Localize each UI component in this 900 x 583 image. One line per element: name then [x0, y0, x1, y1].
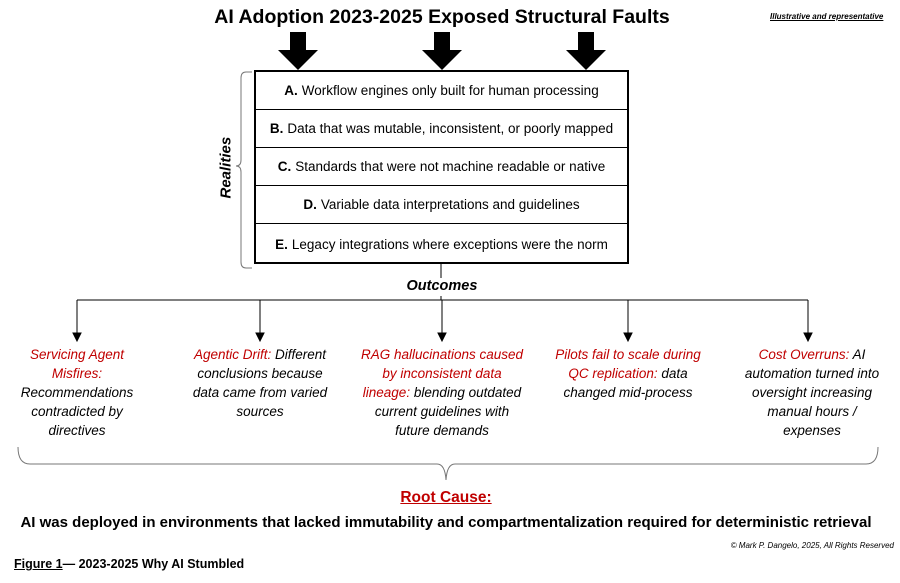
- outcomes-brace: [18, 447, 878, 480]
- down-arrow-icon: [278, 32, 318, 70]
- reality-text: Data that was mutable, inconsistent, or poorly mapped: [287, 121, 614, 136]
- outcome-body: data changed mid-process: [563, 366, 693, 400]
- realities-box: [254, 70, 629, 264]
- outcome-title: Pilots fail to scale during QC replication:: [555, 347, 701, 381]
- outcome-body: Recommendations contradicted by directives: [20, 385, 134, 438]
- realities-bracket: [236, 72, 252, 268]
- reality-row: [256, 186, 627, 224]
- root-cause-text: AI was deployed in environments that lacked immutability and compartmentalization required for deterministic retrieval: [20, 514, 872, 531]
- realities-label: Realities: [217, 136, 235, 199]
- outcomes-label: Outcomes: [406, 278, 478, 294]
- figure-caption-text: — 2023-2025 Why AI Stumbled: [62, 557, 245, 571]
- diagram-title: AI Adoption 2023-2025 Exposed Structural Faults: [214, 6, 670, 28]
- reality-key: B.: [269, 121, 284, 136]
- outcome-body: AI automation turned into oversight increasing manual hours / expenses: [744, 347, 880, 438]
- outcome-item: [7, 345, 147, 440]
- outcome-title: Servicing Agent Misfires:: [29, 347, 125, 381]
- outcome-item: [183, 345, 337, 421]
- outcome-body: blending outdated current guidelines with future demands: [374, 385, 522, 438]
- reality-row: [256, 110, 627, 148]
- reality-row: [256, 148, 627, 186]
- outcome-drop-arrows: [73, 300, 812, 341]
- root-cause-label: Root Cause:: [400, 489, 492, 506]
- reality-text: Variable data interpretations and guidelines: [320, 197, 580, 212]
- reality-text: Standards that were not machine readable or native: [295, 159, 606, 174]
- down-arrow-icon: [566, 32, 606, 70]
- outcome-item: [742, 345, 882, 440]
- outcome-title: Cost Overruns:: [758, 347, 850, 362]
- tagline: Illustrative and representative: [770, 12, 884, 21]
- down-arrow-icon: [422, 32, 462, 70]
- reality-key: E.: [275, 236, 288, 252]
- reality-text: Workflow engines only built for human processing: [301, 83, 599, 98]
- outcome-title: Agentic Drift:: [193, 347, 272, 362]
- reality-key: C.: [277, 159, 292, 174]
- copyright-notice: © Mark P. Dangelo, 2025, All Rights Reserved: [730, 541, 894, 550]
- reality-key: A.: [284, 83, 298, 98]
- figure-number: Figure 1: [14, 557, 63, 571]
- reality-text: Legacy integrations where exceptions were the norm: [291, 236, 608, 252]
- figure-caption: [14, 557, 244, 571]
- reality-row: [256, 72, 627, 110]
- outcome-item: [554, 345, 702, 402]
- reality-key: D.: [303, 197, 317, 212]
- outcome-title: RAG hallucinations caused by inconsistent data lineage:: [360, 347, 524, 400]
- reality-row: [256, 224, 627, 264]
- outcome-body: Different conclusions because data came from varied sources: [192, 347, 328, 419]
- outcome-item: [359, 345, 525, 440]
